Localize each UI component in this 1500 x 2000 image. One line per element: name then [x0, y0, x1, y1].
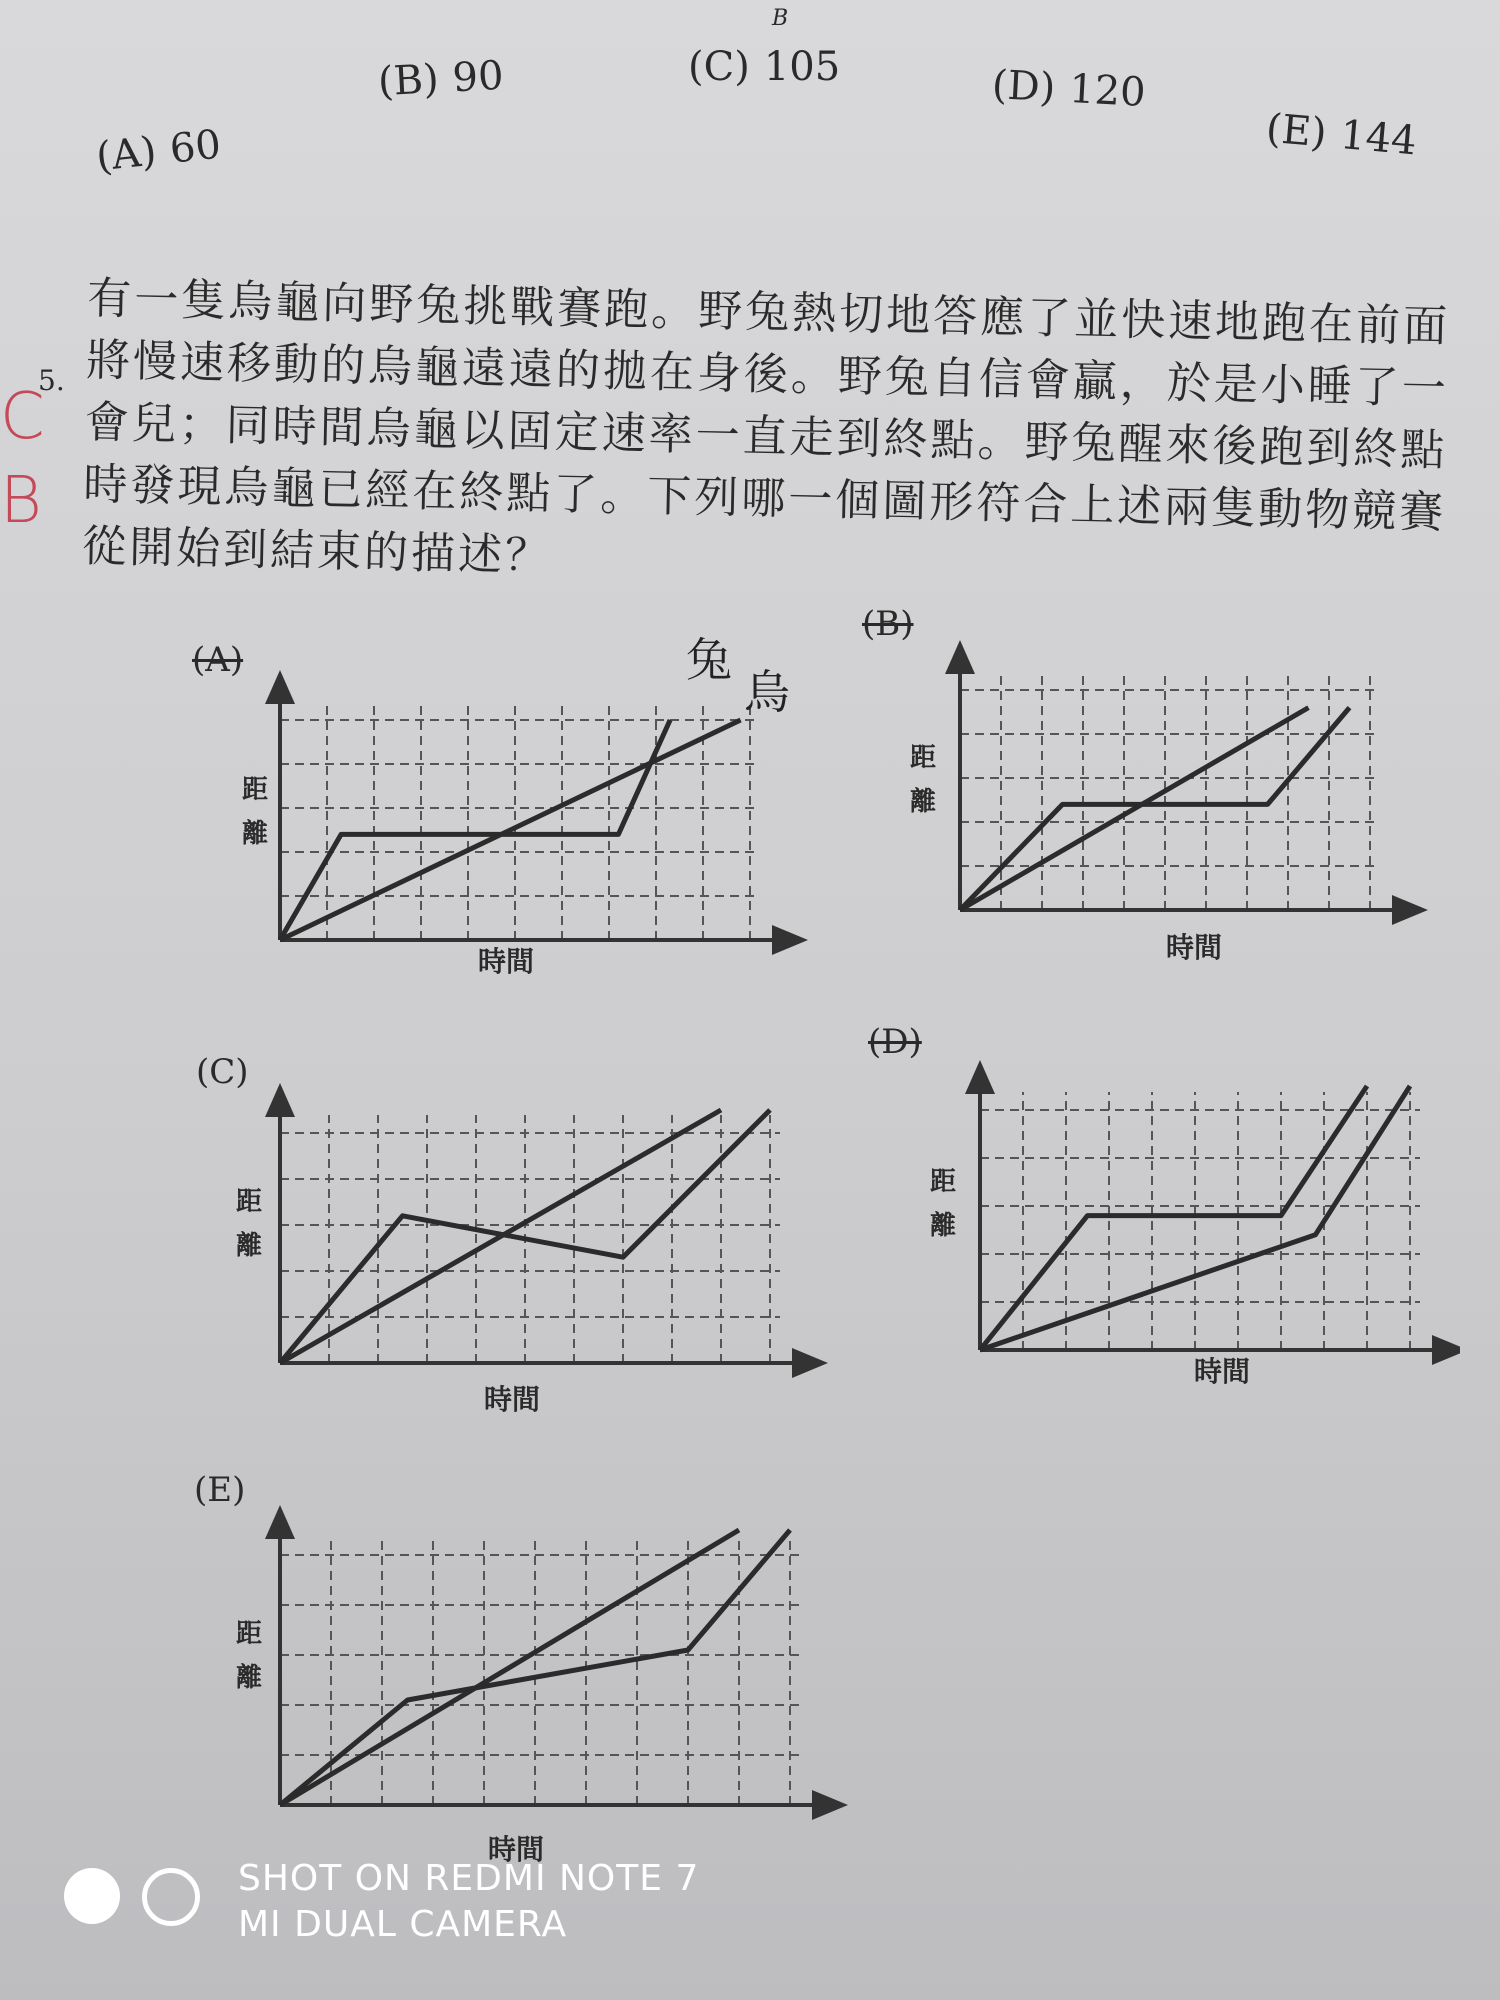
graph-d: [920, 1060, 1460, 1370]
y-axis-arrow: [265, 1083, 295, 1117]
handwritten-tortoise: 烏: [744, 665, 790, 719]
watermark-line: MI DUAL CAMERA: [238, 1904, 568, 1945]
pencil-mark-b: B: [0, 464, 42, 538]
question-number: 5.: [38, 364, 65, 397]
question-line: 有一隻烏龜向野兔挑戰賽跑。野兔熱切地答應了並快速地跑在前面: [86, 272, 1451, 353]
x-axis-arrow: [1392, 895, 1428, 925]
choice-c: (C) 105: [688, 44, 841, 90]
question-text: [82, 268, 1468, 607]
series-tortoise-line: [280, 720, 741, 940]
graph-b: [910, 640, 1430, 940]
graph-d-label: (D): [868, 1022, 922, 1062]
series-tortoise-line: [960, 708, 1309, 910]
y-axis-arrow: [265, 670, 295, 704]
question-line: 時發現烏龜已經在終點了。下列哪一個圖形符合上述兩隻動物競賽: [82, 458, 1447, 539]
graph-b-x-label: 時間: [1166, 931, 1223, 964]
grid: [280, 1537, 800, 1805]
series-tortoise-line: [280, 1110, 721, 1363]
graph-a-y-label: 距離: [242, 775, 269, 849]
graph-a-x-label: 時間: [478, 945, 535, 978]
graph-d-x-label: 時間: [1194, 1355, 1251, 1388]
graph-c-x-label: 時間: [484, 1383, 541, 1416]
choice-a: (A) 60: [93, 121, 224, 181]
watermark-line: SHOT ON REDMI NOTE 7: [238, 1858, 700, 1899]
choice-d: (D) 120: [990, 62, 1147, 116]
fold-label: B: [772, 6, 789, 31]
watermark-text: [238, 1856, 699, 1948]
graph-a-label: (A): [192, 640, 244, 680]
series-hare-line: [280, 720, 670, 940]
pencil-mark-c: C: [0, 380, 45, 454]
y-axis-arrow: [265, 1505, 295, 1539]
choice-e: (E) 144: [1264, 105, 1419, 165]
graph-c-y-label: 距離: [236, 1187, 263, 1261]
question-line: 會兒；同時間烏龜以固定速率一直走到終點。野兔醒來後跑到終點: [84, 396, 1448, 477]
graph-e-label: (E): [194, 1470, 246, 1510]
graph-c: [230, 1078, 830, 1388]
question-line: 從開始到結束的描述？: [81, 520, 553, 582]
graph-e-x-label: 時間: [488, 1833, 545, 1866]
series-hare-line: [960, 708, 1350, 910]
y-axis-arrow: [965, 1060, 995, 1094]
series-tortoise-line: [280, 1530, 739, 1805]
graph-b-label: (B): [862, 604, 914, 644]
graph-e-y-label: 距離: [236, 1619, 263, 1693]
dual-camera-icon: [64, 1868, 204, 1932]
graph-b-y-label: 距離: [910, 743, 937, 817]
x-axis-arrow: [792, 1348, 828, 1378]
x-axis-arrow: [772, 925, 808, 955]
x-axis-arrow: [812, 1790, 848, 1820]
series-hare-line: [980, 1086, 1367, 1350]
graph-e: [230, 1500, 850, 1830]
grid: [980, 1092, 1420, 1350]
x-axis-arrow: [1432, 1335, 1460, 1365]
handwritten-hare: 兔: [686, 633, 732, 687]
graph-d-y-label: 距離: [930, 1167, 957, 1241]
graph-a: [230, 670, 810, 970]
graph-c-label: (C): [196, 1052, 249, 1092]
choice-b: (B) 90: [376, 52, 505, 106]
question-line: 將慢速移動的烏龜遠遠的拋在身後。野兔自信會贏，於是小睡了一: [85, 334, 1450, 415]
y-axis-arrow: [945, 640, 975, 674]
